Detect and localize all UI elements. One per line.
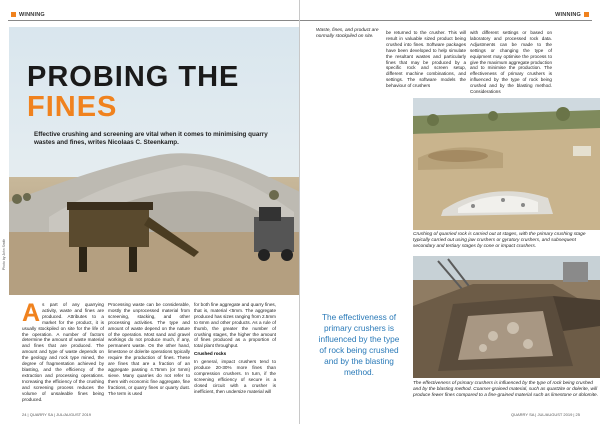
pull-quote: The effectiveness of primary crushers is influenced by the type of rock being crushed and by the blasting method. (318, 312, 400, 377)
drop-cap: A (22, 299, 41, 327)
top-caption: Waste, fines, and product are normally stockpiled on site. (316, 28, 379, 39)
section-header-left: WINNING (8, 10, 45, 21)
footer-right: QUARRY SA | JUL/AUGUST 2019 | 25 (511, 412, 580, 417)
middle-caption: Crushing of quarried rock is carried out at stages, with the primary crushing stage typically carried out using jaw crushers or gyratory crushers, and subsequent secondary and tertiary stages by cone or impact crushers. (413, 232, 586, 249)
section-marker-icon (11, 12, 16, 17)
bottom-caption: The effectiveness of primary crushers is influenced by the type of rock being crushed and by the blasting method. Coarser-grained material, such as quartzite or dolerite, will produce fewer fines compared to a fine-grained material such as limestone or dolomite. (413, 381, 599, 398)
title-line-1: PROBING THE (27, 61, 240, 93)
stockpile-photo (413, 98, 600, 230)
body-column-1: As part of any quarrying activity, waste and fines are produced. Attributes to a market for the product, it is usually stockpiled on site for the life of the operation. A number of factors determine the amount of waste material and fines that are produced. The amount and type of waste depends on the geology and rock type mined, the degree of fragmentation achieved by blasting, and the efficiency of the extraction and processing operations. Increasing the efficiency of the crushing and screening process reduces the volume of unsaleable fines being produced. (22, 299, 104, 402)
crusher-photo (413, 256, 600, 378)
body-column-3: for both fine aggregate and quarry fines, that is, material <5mm. The aggregate produced has sizes ranging from 2.5mm to 6mm and other products. As a rule of thumb, the greater the number of crushing stages, the higher the amount of fines produced as a proportion of total plant throughput. Crushed rocks In general, impact crushers tend to produce 20-30% more fines than compression crushers. In turn, if the screening efficiency of secure is a closed circuit with a crusher is inefficient, then undersize material will (194, 302, 276, 394)
standfirst: Effective crushing and screening are vital when it comes to minimising quarry wastes and fines, writes Nicolaas C. Steenkamp. (34, 131, 268, 146)
header-rule (300, 20, 592, 21)
right-page (300, 0, 600, 424)
right-body-column-2: with different settings or based on laboratory and processed rock data. Adjustments can be made to the settings or changing the type of equipment may optimise the process to give the maximum aggregate production and to minimise the production. The effectiveness of primary crushers is influenced by the type of rock being crushed and by the blasting method. Considerations (470, 30, 552, 95)
subheading: Crushed rocks (194, 351, 227, 357)
header-rule (8, 20, 300, 21)
section-marker-icon (584, 12, 589, 17)
title-line-2: FINES (27, 91, 118, 123)
article-title (27, 62, 239, 122)
right-body-column-1: be returned to the crusher. This will result in valuable sized product being crushed into fines. Software packages have been developed to help simulate the resultant wastes and particularly fines that may be produced by a specific rock and screen setup, different machine combinations, and settings. The software models the behaviour of crushers (386, 30, 466, 89)
section-header-right: WINNING (555, 10, 592, 21)
body-column-2: Processing waste can be considerable, mostly the unprocessed material from screening, stacking, and other processing activities. The type and amount of waste depend on the nature of the operation. Most sand and gravel workings do not produce much, if any, permanent waste. On the other hand, limestone or dolerite operations typically require the production of fines. These are fines that are a fraction of an aggregate passing 4.75mm (or 5mm) sieve. Many quarries do not refer to them with economic fine aggregate, fine fractions, or quarry fines or quarry dust. The term is used (108, 302, 190, 396)
photo-credit: Photo by John Smith (2, 238, 6, 270)
footer-left: 24 | QUARRY SA | JUL/AUGUST 2019 (22, 412, 91, 417)
